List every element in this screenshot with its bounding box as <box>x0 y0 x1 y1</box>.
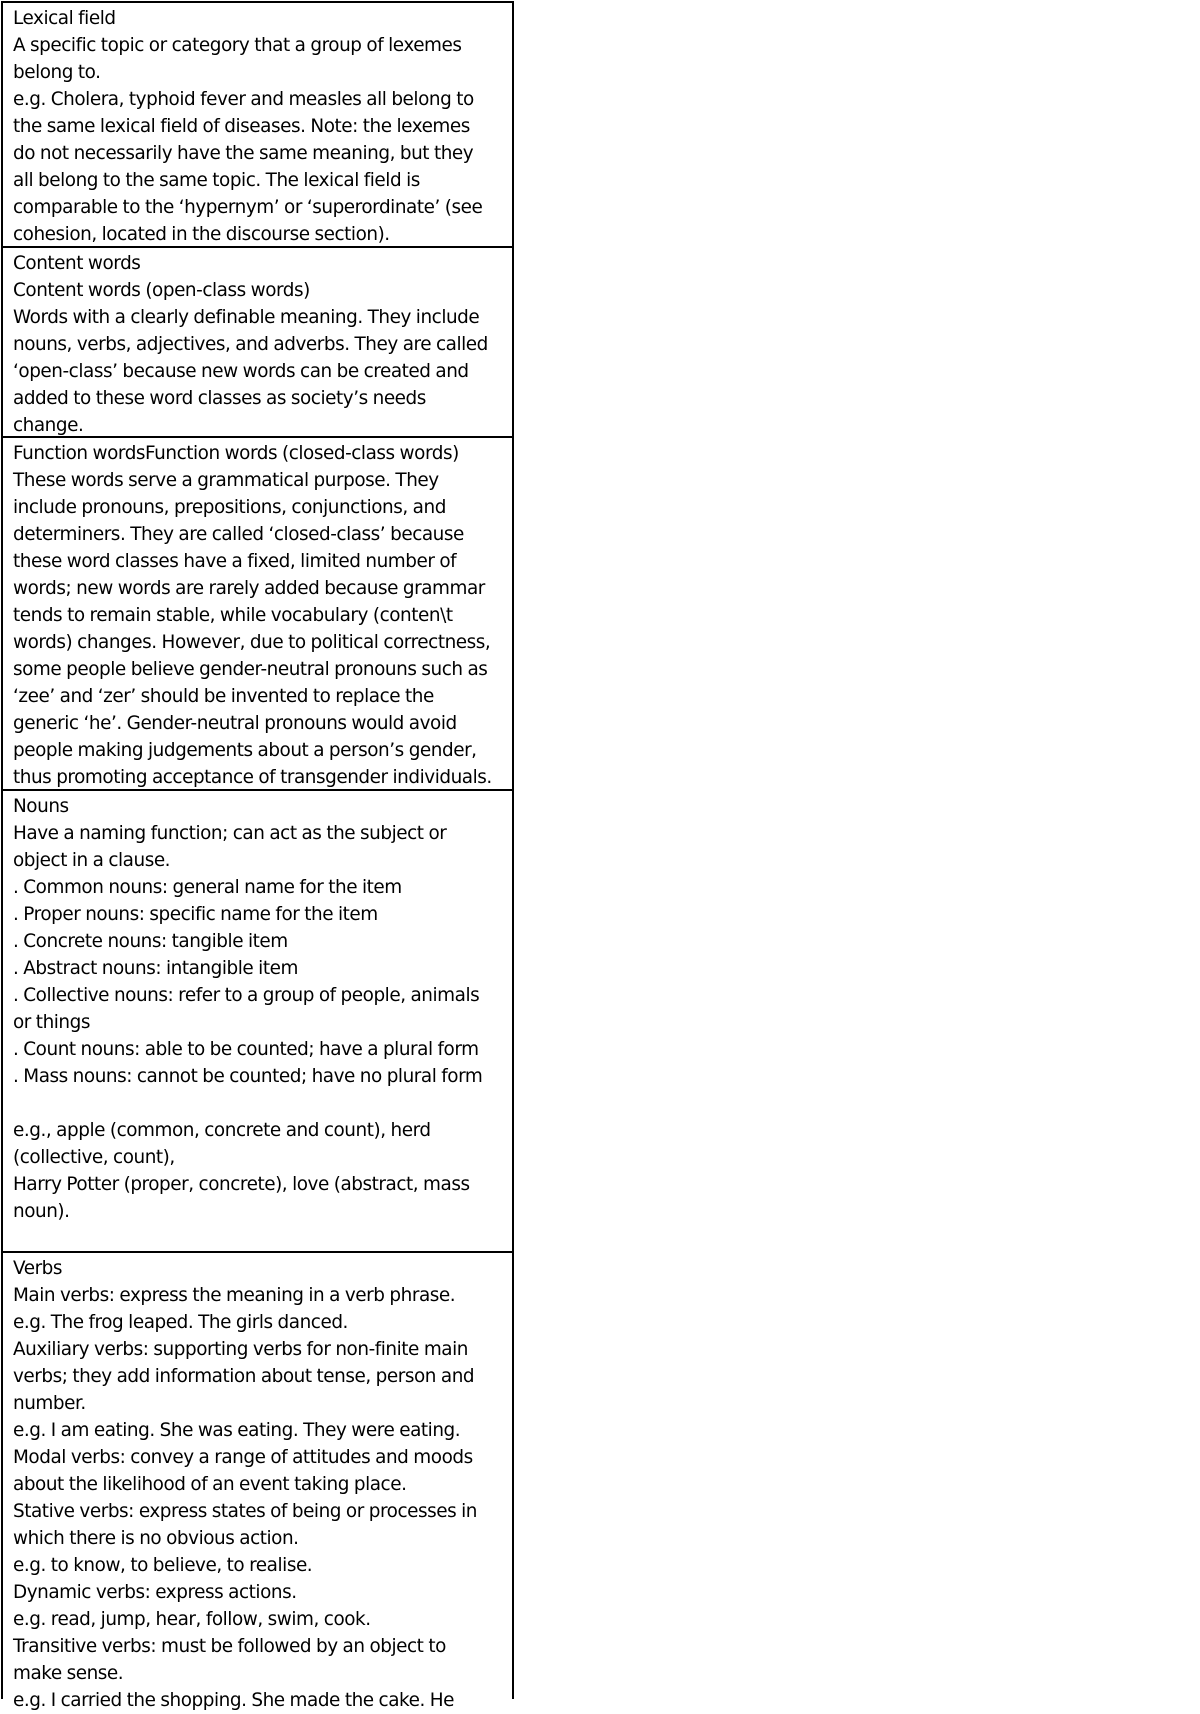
entry-text-line: . Concrete nouns: tangible item <box>13 931 288 952</box>
entry-text-line: comparable to the ‘hypernym’ or ‘superordinate’ (see <box>13 197 483 218</box>
entry-text-line: cohesion, located in the discourse section). <box>13 224 390 245</box>
entry-lexical-field <box>3 3 512 248</box>
entry-function-words <box>3 438 512 791</box>
entry-text-line: e.g. read, jump, hear, follow, swim, cook. <box>13 1609 371 1630</box>
entry-text-line: which there is no obvious action. <box>13 1528 299 1549</box>
entry-text-line: do not necessarily have the same meaning, but they <box>13 143 474 164</box>
entry-text-line: Have a naming function; can act as the subject or <box>13 823 447 844</box>
entry-text-line: . Abstract nouns: intangible item <box>13 958 298 979</box>
entry-text-line: Main verbs: express the meaning in a verb phrase. <box>13 1285 456 1306</box>
entry-text-line: e.g. I carried the shopping. She made the cake. He <box>13 1690 454 1711</box>
entry-text-line: e.g. to know, to believe, to realise. <box>13 1555 313 1576</box>
entry-text-line: generic ‘he’. Gender-neutral pronouns would avoid <box>13 713 457 734</box>
entry-text-line: . Collective nouns: refer to a group of people, animals <box>13 985 480 1006</box>
entry-text-line: ‘zee’ and ‘zer’ should be invented to replace the <box>13 686 434 707</box>
entry-text-line: change. <box>13 415 84 436</box>
entry-text-line: A specific topic or category that a group of lexemes <box>13 35 462 56</box>
entry-text-line: about the likelihood of an event taking place. <box>13 1474 407 1495</box>
entry-text-line: Stative verbs: express states of being or processes in <box>13 1501 477 1522</box>
entry-text-line: these word classes have a fixed, limited number of <box>13 551 457 572</box>
entry-title: Nouns <box>13 796 69 817</box>
entry-nouns <box>3 791 512 1253</box>
entry-text-line: nouns, verbs, adjectives, and adverbs. They are called <box>13 334 488 355</box>
entry-text-line: e.g. The frog leaped. The girls danced. <box>13 1312 348 1333</box>
entry-text-line: Auxiliary verbs: supporting verbs for non-finite main <box>13 1339 468 1360</box>
entry-text-line: noun). <box>13 1201 70 1222</box>
entry-text-line: added to these word classes as society’s needs <box>13 388 426 409</box>
entry-title: Lexical field <box>13 8 116 29</box>
entry-text-line: number. <box>13 1393 86 1414</box>
entry-text-line: e.g. Cholera, typhoid fever and measles all belong to <box>13 89 474 110</box>
entry-text-line: all belong to the same topic. The lexical field is <box>13 170 420 191</box>
entry-text-line: Dynamic verbs: express actions. <box>13 1582 297 1603</box>
entry-text-line: tends to remain stable, while vocabulary (conten\t <box>13 605 453 626</box>
entry-text-line: ‘open-class’ because new words can be created and <box>13 361 469 382</box>
entry-text-line: . Count nouns: able to be counted; have a plural form <box>13 1039 479 1060</box>
entry-text-line: make sense. <box>13 1663 124 1684</box>
entry-text-line: thus promoting acceptance of transgender individuals. <box>13 767 492 788</box>
entry-text-line: Harry Potter (proper, concrete), love (abstract, mass <box>13 1174 470 1195</box>
entry-text-line: (collective, count), <box>13 1147 175 1168</box>
entry-text-line: verbs; they add information about tense, person and <box>13 1366 475 1387</box>
entry-text-line: object in a clause. <box>13 850 171 871</box>
glossary-table <box>1 1 514 1711</box>
entry-text-line: . Proper nouns: specific name for the item <box>13 904 378 925</box>
entry-text-line: the same lexical field of diseases. Note: the lexemes <box>13 116 470 137</box>
entry-content-words <box>3 248 512 438</box>
entry-text-line: These words serve a grammatical purpose. They <box>13 470 439 491</box>
entry-title: Content words <box>13 253 141 274</box>
entry-text-line: Words with a clearly definable meaning. They include <box>13 307 480 328</box>
entry-text-line: belong to. <box>13 62 101 83</box>
entry-text-line: words) changes. However, due to political correctness, <box>13 632 491 653</box>
entry-text-line: e.g. I am eating. She was eating. They were eating. <box>13 1420 461 1441</box>
entry-title: Function wordsFunction words (closed-class words) <box>13 443 459 464</box>
entry-text-line: e.g., apple (common, concrete and count), herd <box>13 1120 431 1141</box>
entry-text-line: . Mass nouns: cannot be counted; have no plural form <box>13 1066 483 1087</box>
entry-text-line: determiners. They are called ‘closed-class’ because <box>13 524 464 545</box>
entry-verbs <box>3 1253 512 1711</box>
entry-title: Verbs <box>13 1258 63 1279</box>
entry-text-line: . Common nouns: general name for the item <box>13 877 402 898</box>
entry-text-line: or things <box>13 1012 90 1033</box>
entry-text-line: some people believe gender-neutral pronouns such as <box>13 659 488 680</box>
entry-text-line: Content words (open-class words) <box>13 280 310 301</box>
blank-line <box>13 1090 504 1117</box>
entry-text-line: people making judgements about a person’s gender, <box>13 740 477 761</box>
entry-text-line: Transitive verbs: must be followed by an object to <box>13 1636 446 1657</box>
entry-text-line: words; new words are rarely added because grammar <box>13 578 485 599</box>
entry-text-line: Modal verbs: convey a range of attitudes and moods <box>13 1447 473 1468</box>
entry-text-line: include pronouns, prepositions, conjunctions, and <box>13 497 446 518</box>
